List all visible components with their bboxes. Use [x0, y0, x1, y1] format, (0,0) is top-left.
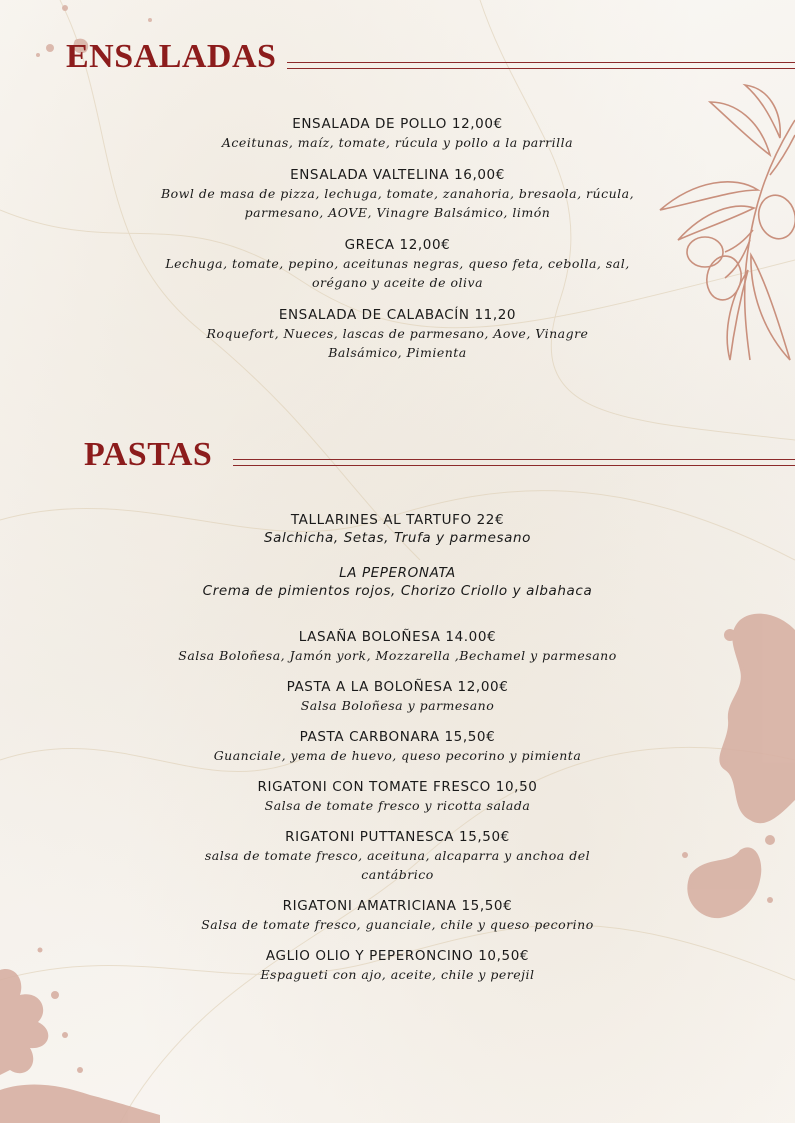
menu-item-description: Salsa de tomate fresco y ricotta salada [264, 798, 531, 813]
menu-item [0, 729, 795, 765]
menu-item-name: ENSALADA DE POLLO 12,00€ [292, 116, 503, 132]
menu-item [0, 779, 795, 815]
menu-item [0, 679, 795, 715]
menu-item-description: Aceitunas, maíz, tomate, rúcula y pollo a la parrilla [221, 135, 574, 150]
menu-item-description: Salchicha, Setas, Trufa y parmesano [263, 530, 532, 546]
menu-item [0, 829, 795, 884]
menu-item-description: Bowl de masa de pizza, lechuga, tomate, zanahoria, bresaola, rúcula, parmesano, AOVE, Vinagre Balsámico, limón [160, 186, 635, 220]
menu-item-name: PASTA A LA BOLOÑESA 12,00€ [286, 679, 509, 695]
menu-item [0, 629, 795, 665]
menu-item [0, 167, 795, 222]
menu-item [0, 512, 795, 548]
menu-item-name: RIGATONI CON TOMATE FRESCO 10,50 [257, 779, 538, 795]
ensaladas-list [0, 116, 795, 362]
menu-item-description: Roquefort, Nueces, lascas de parmesano, Aove, Vinagre Balsámico, Pimienta [206, 326, 589, 360]
menu-item [0, 116, 795, 152]
pastas-list [0, 512, 795, 984]
menu-item-description: Salsa Boloñesa, Jamón york, Mozzarella ,Bechamel y parmesano [178, 648, 617, 663]
menu-item [0, 237, 795, 292]
menu-item-name: LASAÑA BOLOÑESA 14.00€ [298, 629, 497, 645]
menu-item-description: Guanciale, yema de huevo, queso pecorino y pimienta [213, 748, 582, 763]
menu-item-description: Salsa Boloñesa y parmesano [300, 698, 495, 713]
menu-item-description: Espagueti con ajo, aceite, chile y perejil [260, 967, 535, 982]
section-title-ensaladas: ENSALADAS [66, 38, 277, 75]
menu-item-name: GRECA 12,00€ [344, 237, 451, 253]
menu-item [0, 898, 795, 934]
menu-item-name: ENSALADA VALTELINA 16,00€ [290, 167, 505, 183]
menu-item-description: Crema de pimientos rojos, Chorizo Criollo y albahaca [202, 583, 593, 599]
menu-item-name: ENSALADA DE CALABACÍN 11,20 [278, 307, 517, 323]
menu-item-name: RIGATONI PUTTANESCA 15,50€ [285, 829, 510, 845]
menu-item-name: AGLIO OLIO Y PEPERONCINO 10,50€ [265, 948, 530, 964]
section-title-pastas: PASTAS [84, 436, 213, 473]
section-divider [233, 459, 795, 466]
menu-item-name: PASTA CARBONARA 15,50€ [299, 729, 496, 745]
menu-item-name: TALLARINES AL TARTUFO 22€ [290, 512, 505, 528]
section-divider [287, 62, 795, 69]
menu-item-description: Salsa de tomate fresco, guanciale, chile y queso pecorino [201, 917, 594, 932]
menu-item-description: salsa de tomate fresco, aceituna, alcaparra y anchoa del cantábrico [204, 848, 591, 882]
menu-item-name: RIGATONI AMATRICIANA 15,50€ [282, 898, 513, 914]
menu-item-name: LA PEPERONATA [339, 565, 456, 581]
menu-item [0, 565, 795, 601]
menu-item-description: Lechuga, tomate, pepino, aceitunas negras, queso feta, cebolla, sal, orégano y aceite de oliva [165, 256, 630, 290]
menu-item [0, 948, 795, 984]
menu-item [0, 307, 795, 362]
